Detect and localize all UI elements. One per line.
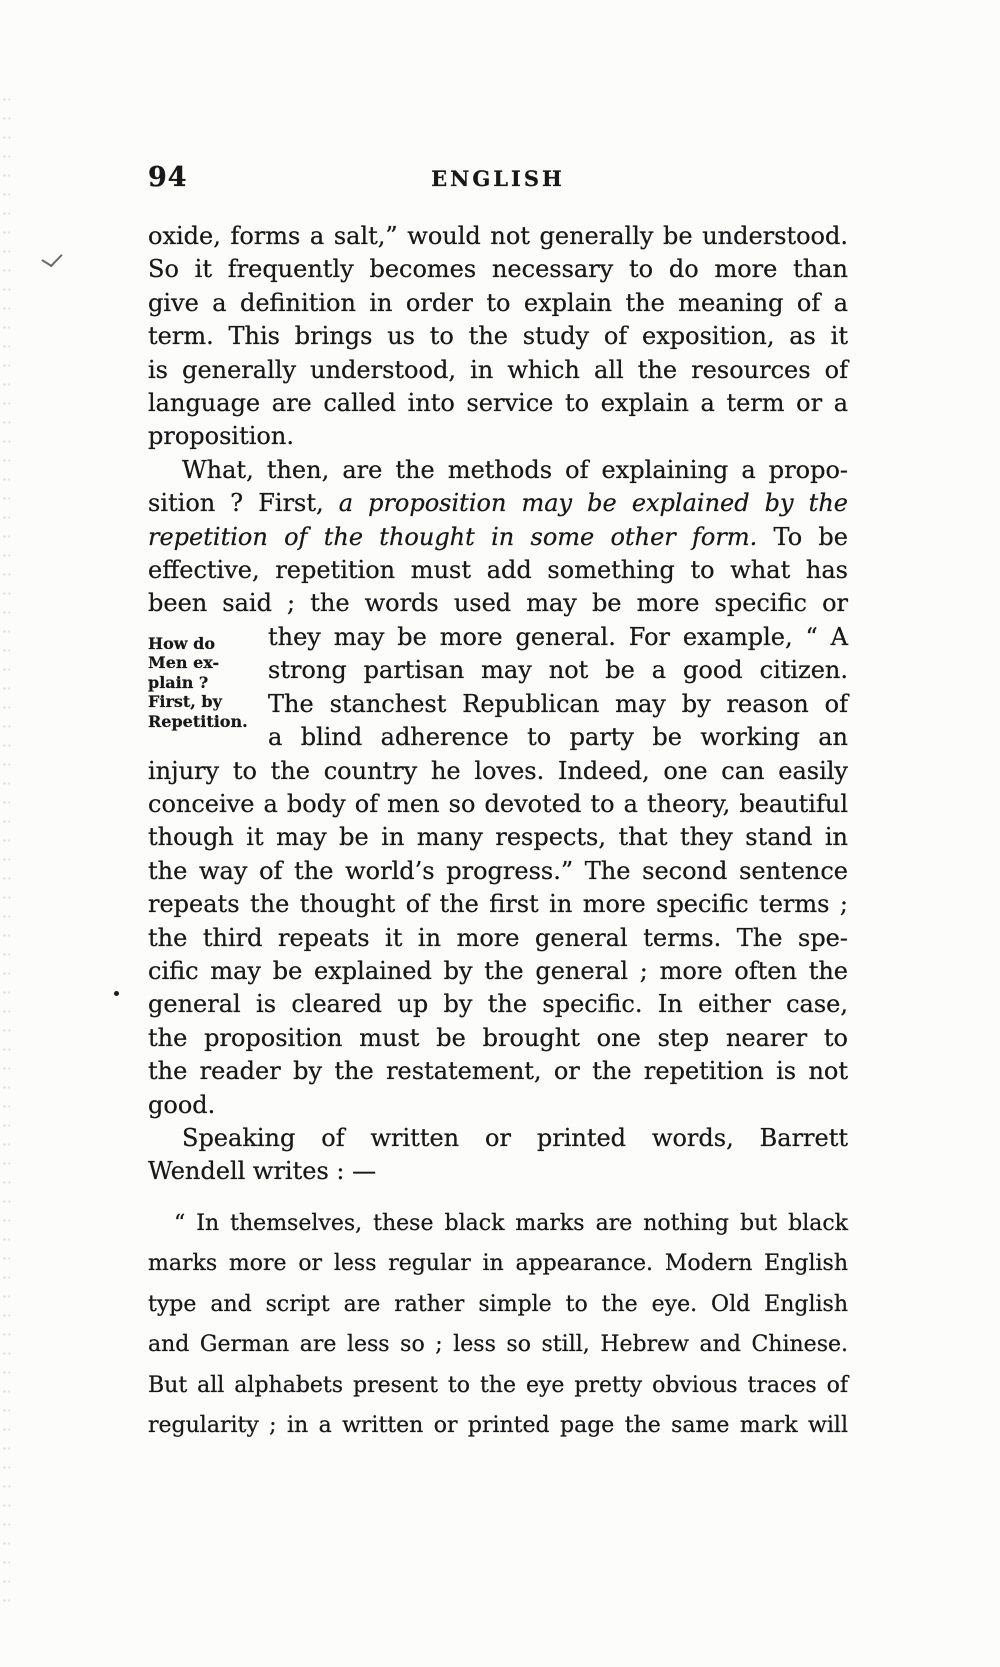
text-line	[148, 253, 848, 286]
italic-text-segment: a proposition may be explained by the	[338, 489, 848, 518]
text-segment: the reader by the restatement, or the repetition is not	[148, 1057, 848, 1086]
text-line	[148, 821, 848, 854]
text-line	[148, 420, 848, 453]
text-segment: give a definition in order to explain the meaning of a	[148, 288, 848, 317]
text-segment: term. This brings us to the study of exposition, as it	[148, 322, 848, 351]
text-line	[148, 220, 848, 253]
text-segment: the proposition must be brought one step nearer to	[148, 1023, 848, 1052]
text-line	[268, 621, 848, 654]
text-line	[268, 654, 848, 687]
text-line	[148, 712, 268, 732]
text-line	[148, 1406, 848, 1447]
paragraph-methods-of-explaining	[148, 454, 848, 621]
text-segment: Men ex-	[148, 653, 220, 673]
text-line	[148, 1022, 848, 1055]
text-line	[148, 454, 848, 487]
sidenote-row	[148, 621, 848, 755]
text-line	[148, 1055, 848, 1088]
text-segment: injury to the country he loves. Indeed, one can easily	[148, 756, 848, 785]
text-line	[148, 922, 848, 955]
page-number: 94	[148, 162, 188, 193]
text-segment: though it may be in many respects, that they stand in	[148, 823, 848, 852]
text-segment: is generally understood, in which all the resources of	[148, 355, 848, 384]
text-line	[148, 1204, 848, 1245]
text-line	[148, 653, 268, 673]
text-line	[148, 554, 848, 587]
text-line	[148, 320, 848, 353]
text-segment: Wendell writes : —	[148, 1157, 377, 1186]
text-segment: general is cleared up by the specific. In either case,	[148, 990, 848, 1019]
text-segment: strong partisan may not be a good citizen.	[268, 656, 848, 685]
text-line	[148, 1366, 848, 1407]
text-line	[268, 688, 848, 721]
margin-pencil-mark	[41, 249, 63, 267]
text-line	[148, 988, 848, 1021]
body-text	[148, 220, 848, 1447]
text-segment: So it frequently becomes necessary to do more than	[148, 255, 848, 284]
text-line	[148, 634, 268, 654]
italic-text-segment: repetition of the thought in some other form.	[148, 522, 758, 551]
text-line	[148, 955, 848, 988]
text-segment: Speaking of written or printed words, Barrett	[182, 1123, 848, 1152]
ink-spot-artifact	[114, 991, 119, 996]
text-segment: and German are less so ; less so still, Hebrew and Chinese.	[148, 1332, 848, 1358]
text-line	[268, 721, 848, 754]
text-segment: good.	[148, 1090, 216, 1119]
scan-edge-artifacts	[2, 90, 10, 1617]
text-segment: oxide, forms a salt,” would not generally be understood.	[148, 222, 848, 250]
paragraph-definition-exposition	[148, 220, 848, 454]
text-segment: proposition.	[148, 422, 294, 451]
text-segment: cific may be explained by the general ; more often the	[148, 956, 848, 985]
paragraph-partisan-example	[268, 621, 848, 755]
text-line	[148, 1089, 848, 1122]
text-line	[148, 755, 848, 788]
text-segment: First, by	[148, 692, 222, 712]
text-segment: effective, repetition must add something to what has	[148, 556, 848, 585]
text-line	[148, 788, 848, 821]
text-segment: What, then, are the methods of explaining a propo-	[182, 455, 848, 484]
text-segment: language are called into service to explain a term or a	[148, 389, 848, 418]
text-segment: type and script are rather simple to the eye. Old English	[148, 1291, 848, 1317]
text-segment: plain ?	[148, 672, 209, 692]
text-segment: Repetition.	[148, 711, 248, 731]
text-line	[148, 1285, 848, 1326]
paragraph-repetition-discussion	[148, 755, 848, 1122]
sidenote-how-do-men-explain	[148, 621, 268, 755]
text-segment: The stanchest Republican may by reason of	[268, 689, 848, 718]
text-line	[148, 1244, 848, 1285]
text-segment: the way of the world’s progress.” The second sentence	[148, 856, 848, 885]
text-line	[148, 888, 848, 921]
text-segment: To be	[757, 522, 849, 551]
text-segment: repeats the thought of the first in more specific terms ;	[148, 890, 848, 919]
block-quote-wendell	[148, 1204, 848, 1447]
running-head-title: ENGLISH	[431, 166, 565, 191]
text-line	[148, 1122, 848, 1155]
text-line	[148, 673, 268, 693]
text-segment: they may be more general. For example, “ A	[268, 622, 848, 651]
text-segment: sition ? First,	[148, 489, 339, 518]
text-line	[148, 1325, 848, 1366]
text-segment: How do	[148, 633, 215, 653]
text-line	[148, 855, 848, 888]
text-line	[148, 354, 848, 387]
text-segment: conceive a body of men so devoted to a theory, beautiful	[148, 789, 848, 818]
text-column	[148, 162, 848, 1447]
text-line	[148, 521, 848, 554]
paragraph-wendell-intro	[148, 1122, 848, 1189]
text-line	[148, 287, 848, 320]
text-segment: been said ; the words used may be more specific or	[148, 589, 848, 618]
text-segment: “ In themselves, these black marks are nothing but black	[174, 1210, 848, 1236]
text-segment: marks more or less regular in appearance. Modern English	[148, 1251, 848, 1277]
text-line	[148, 692, 268, 712]
text-segment: the third repeats it in more general terms. The spe-	[148, 923, 848, 952]
text-line	[148, 387, 848, 420]
page-header	[148, 162, 848, 196]
text-line	[148, 1155, 848, 1188]
text-segment: a blind adherence to party be working an	[268, 723, 848, 752]
text-line	[148, 587, 848, 620]
text-line	[148, 487, 848, 520]
text-segment: regularity ; in a written or printed page the same mark will	[148, 1413, 848, 1439]
text-segment: But all alphabets present to the eye pretty obvious traces of	[148, 1372, 848, 1398]
